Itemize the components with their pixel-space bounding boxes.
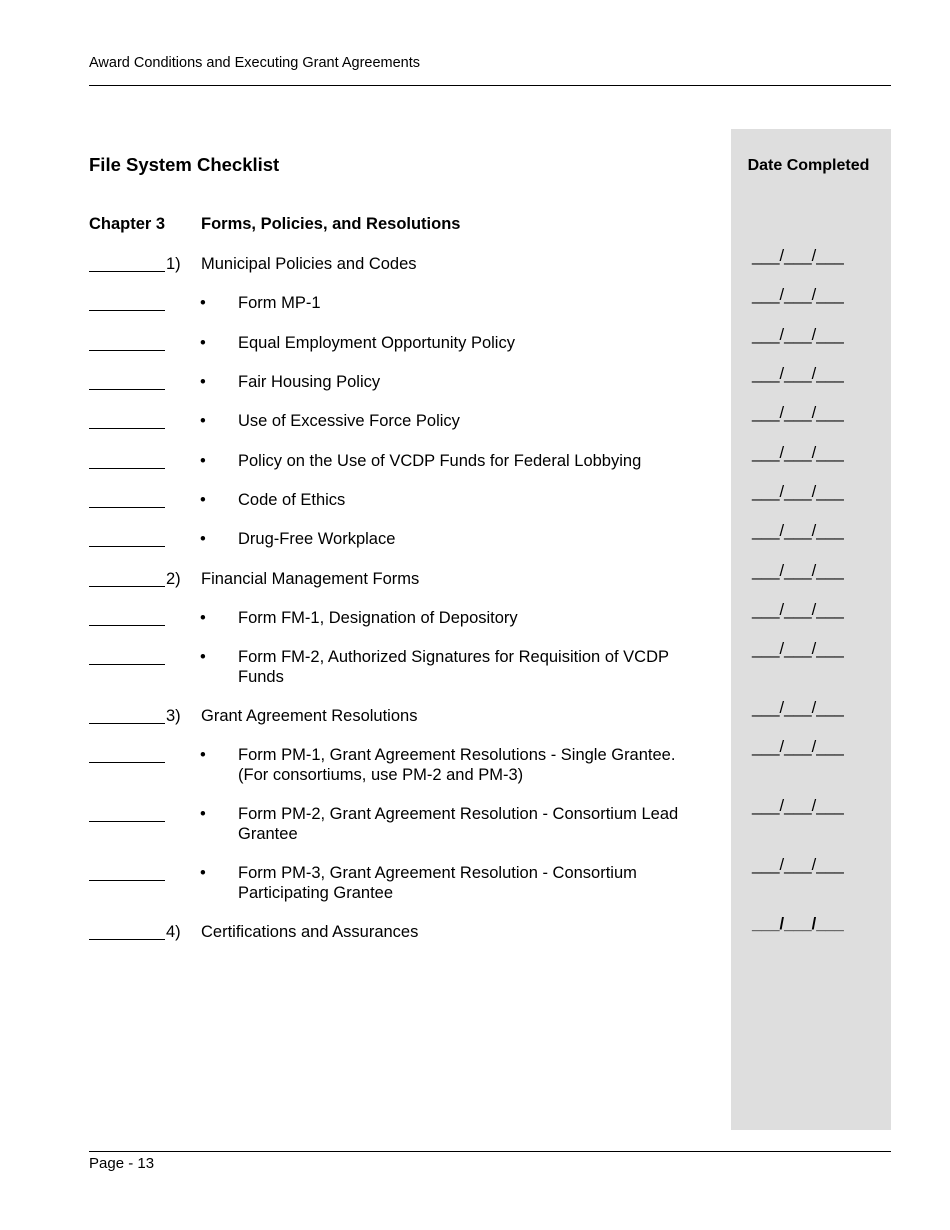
item-label: Form PM-3, Grant Agreement Resolution - Consortium Participating Grantee <box>238 864 637 902</box>
item-label: Drug-Free Workplace <box>238 530 396 548</box>
initials-blank[interactable] <box>89 490 165 508</box>
date-completed-field[interactable]: ___/___/___ <box>752 365 844 383</box>
footer-rule <box>89 1151 891 1152</box>
item-label: Financial Management Forms <box>201 570 420 588</box>
bullet-icon: • <box>200 864 206 882</box>
initials-blank[interactable] <box>89 411 165 429</box>
item-label: Equal Employment Opportunity Policy <box>238 334 515 352</box>
initials-blank[interactable] <box>89 647 165 665</box>
item-number: 4) <box>166 923 181 941</box>
date-completed-field[interactable]: ___/___/___ <box>752 699 844 717</box>
initials-blank[interactable] <box>89 372 165 390</box>
date-completed-field[interactable]: ___/___/___ <box>752 640 844 658</box>
initials-blank[interactable] <box>89 706 165 724</box>
date-completed-field[interactable]: ___/___/___ <box>752 856 844 874</box>
date-completed-field[interactable]: ___/___/___ <box>752 601 844 619</box>
initials-blank[interactable] <box>89 451 165 469</box>
item-label: Use of Excessive Force Policy <box>238 412 460 430</box>
chapter-title: Forms, Policies, and Resolutions <box>201 215 461 233</box>
initials-blank[interactable] <box>89 254 165 272</box>
bullet-icon: • <box>200 805 206 823</box>
header-rule <box>89 85 891 86</box>
initials-blank[interactable] <box>89 529 165 547</box>
initials-blank[interactable] <box>89 293 165 311</box>
bullet-icon: • <box>200 334 206 352</box>
chapter-label: Chapter 3 <box>89 215 166 233</box>
date-completed-field[interactable]: ___/___/___ <box>752 738 844 756</box>
bullet-icon: • <box>200 491 206 509</box>
date-completed-field[interactable]: ___/___/___ <box>752 247 844 265</box>
bullet-icon: • <box>200 609 206 627</box>
initials-blank[interactable] <box>89 922 165 940</box>
bullet-icon: • <box>200 648 206 666</box>
initials-blank[interactable] <box>89 804 165 822</box>
item-label: Form FM-1, Designation of Depository <box>238 609 518 627</box>
bullet-icon: • <box>200 373 206 391</box>
initials-blank[interactable] <box>89 333 165 351</box>
initials-blank[interactable] <box>89 608 165 626</box>
date-completed-field[interactable]: ___/___/___ <box>752 326 844 344</box>
date-completed-field[interactable]: ___/___/___ <box>752 522 844 540</box>
item-label: Policy on the Use of VCDP Funds for Federal Lobbying <box>238 452 642 470</box>
date-completed-field[interactable]: ___/___/___ <box>752 444 844 462</box>
bullet-icon: • <box>200 452 206 470</box>
item-label: Form PM-1, Grant Agreement Resolutions - Single Grantee. (For consortiums, use PM-2 and PM-3) <box>238 746 676 784</box>
item-label: Form PM-2, Grant Agreement Resolution - Consortium Lead Grantee <box>238 805 679 843</box>
item-label: Fair Housing Policy <box>238 373 381 391</box>
initials-blank[interactable] <box>89 569 165 587</box>
bullet-icon: • <box>200 530 206 548</box>
date-completed-field[interactable]: ___/___/___ <box>752 562 844 580</box>
item-label: Form MP-1 <box>238 294 321 312</box>
item-number: 1) <box>166 255 181 273</box>
item-label: Grant Agreement Resolutions <box>201 707 418 725</box>
initials-blank[interactable] <box>89 745 165 763</box>
initials-blank[interactable] <box>89 863 165 881</box>
item-label: Municipal Policies and Codes <box>201 255 417 273</box>
page-number: Page - 13 <box>89 1155 155 1172</box>
item-number: 2) <box>166 570 181 588</box>
running-header: Award Conditions and Executing Grant Agreements <box>89 55 421 71</box>
date-column-header: Date Completed <box>747 157 870 174</box>
date-completed-field[interactable]: ___/___/___ <box>752 286 844 304</box>
date-completed-field[interactable]: ___/___/___ <box>752 483 844 501</box>
item-label: Code of Ethics <box>238 491 346 509</box>
date-completed-field[interactable]: ___/___/___ <box>752 797 844 815</box>
bullet-icon: • <box>200 294 206 312</box>
date-completed-field[interactable]: ___/___/___ <box>752 404 844 422</box>
date-column-background <box>731 129 891 1130</box>
date-completed-field[interactable]: ___/___/___ <box>752 915 844 933</box>
bullet-icon: • <box>200 412 206 430</box>
item-label: Certifications and Assurances <box>201 923 419 941</box>
bullet-icon: • <box>200 746 206 764</box>
item-number: 3) <box>166 707 181 725</box>
page-title: File System Checklist <box>89 154 280 175</box>
item-label: Form FM-2, Authorized Signatures for Requisition of VCDP Funds <box>238 648 669 686</box>
